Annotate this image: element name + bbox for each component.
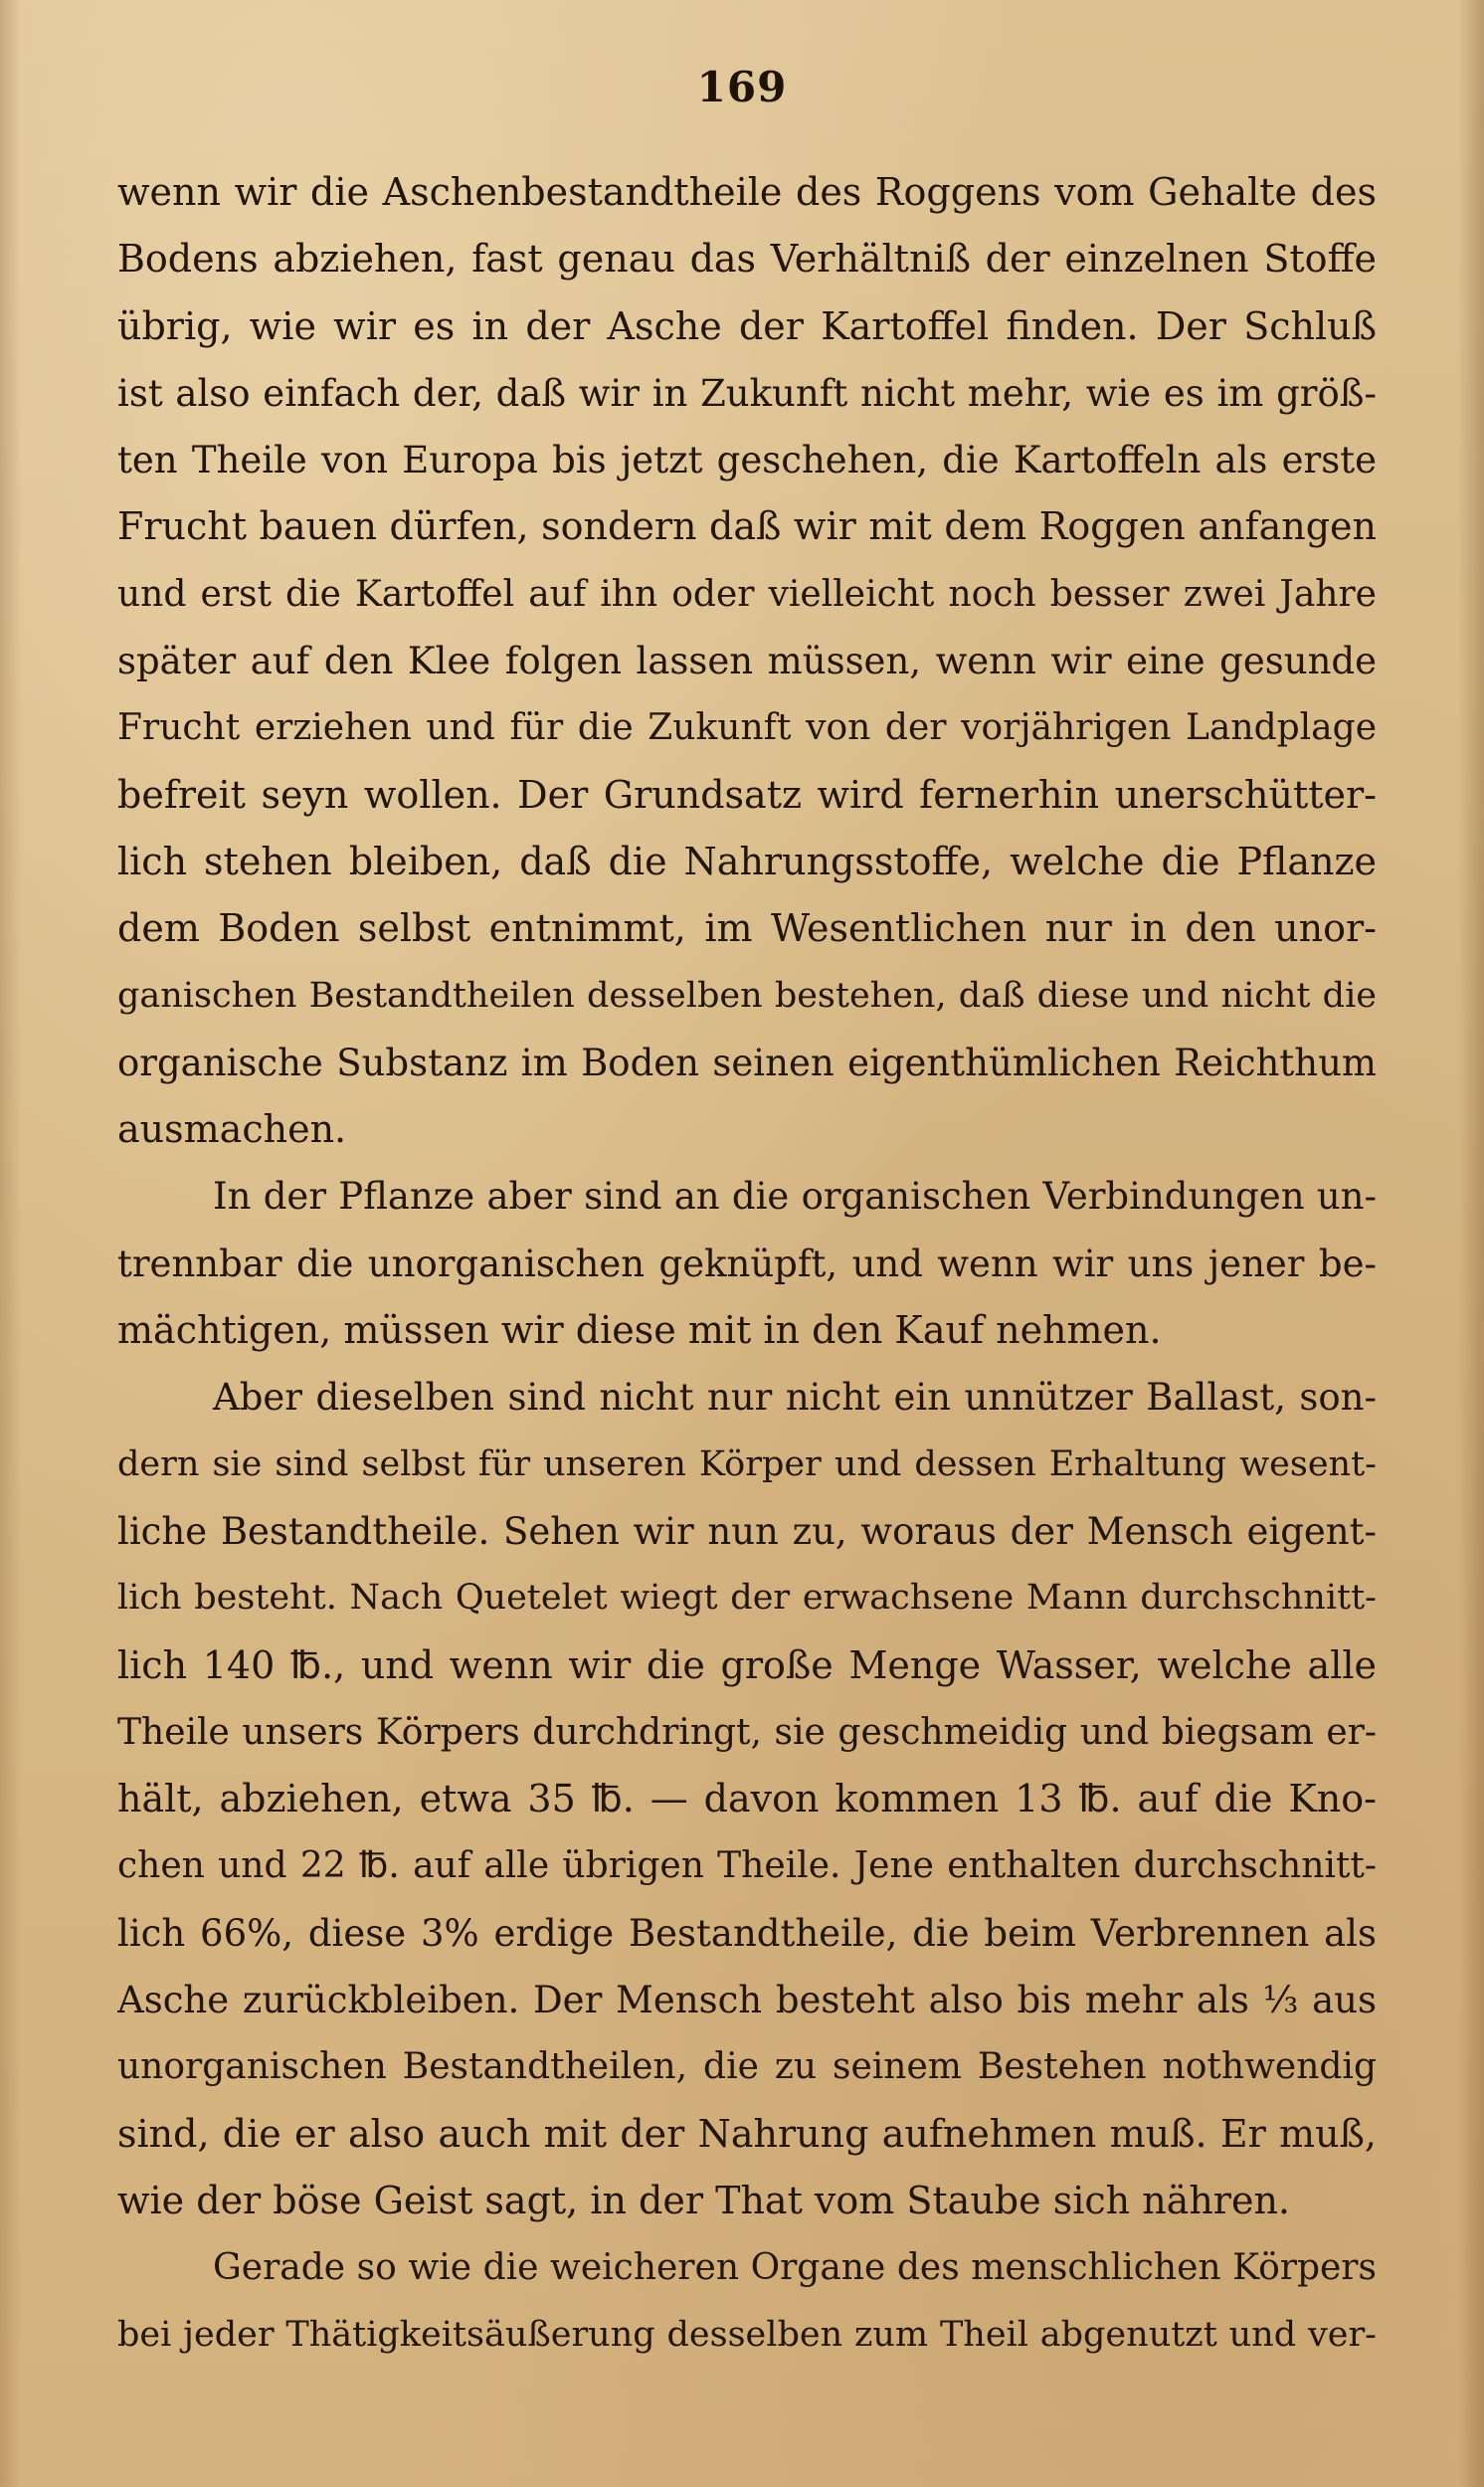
text-line: chen und 22 ℔. auf alle übrigen Theile. Jene enthalten durchschnitt- [117, 1845, 1377, 1887]
text-line: lich 140 ℔., und wenn wir die große Menge Wasser, welche alle [117, 1642, 1377, 1687]
text-line: ten Theile von Europa bis jetzt geschehen, die Kartoffeln als erste [117, 439, 1377, 482]
text-line: trennbar die unorganischen geknüpft, und wenn wir uns jener be- [117, 1242, 1377, 1285]
text-line: bei jeder Thätigkeitsäußerung desselben zum Theil abgenutzt und ver- [117, 2314, 1377, 2355]
text-line: Bodens abziehen, fast genau das Verhältniß der einzelnen Stoffe [117, 237, 1377, 282]
text-line: Theile unsers Körpers durchdringt, sie geschmeidig und biegsam er- [117, 1711, 1377, 1753]
text-line: ausmachen. [117, 1107, 347, 1152]
text-line: In der Pflanze aber sind an die organischen Verbindungen un- [213, 1175, 1377, 1219]
text-line: dem Boden selbst entnimmt, im Wesentlichen nur in den unor- [117, 906, 1377, 951]
text-line: Gerade so wie die weicheren Organe des menschlichen Körpers [213, 2247, 1377, 2289]
text-line: unorganischen Bestandtheilen, die zu seinem Bestehen nothwendig [117, 2046, 1377, 2088]
text-line: Asche zurückbleiben. Der Mensch besteht also bis mehr als ⅓ aus [117, 1979, 1377, 2022]
text-line: sind, die er also auch mit der Nahrung aufnehmen muß. Er muß, [117, 2111, 1377, 2156]
text-line: lich besteht. Nach Quetelet wiegt der erwachsene Mann durchschnitt- [117, 1578, 1377, 1619]
text-line: Frucht bauen dürfen, sondern daß wir mit dem Roggen anfangen [117, 504, 1377, 549]
text-line: später auf den Klee folgen lassen müssen, wenn wir eine gesunde [117, 640, 1377, 683]
text-line: hält, abziehen, etwa 35 ℔. — davon kommen 13 ℔. auf die Kno- [117, 1777, 1377, 1821]
text-line: lich 66%, diese 3% erdige Bestandtheile, die beim Verbrennen als [117, 1911, 1377, 1955]
text-line: übrig, wie wir es in der Asche der Kartoffel finden. Der Schluß [117, 303, 1377, 348]
text-line: wenn wir die Aschenbestandtheile des Roggens vom Gehalte des [117, 170, 1377, 214]
page-edge-shadow-right [1458, 0, 1484, 2487]
text-line: und erst die Kartoffel auf ihn oder vielleicht noch besser zwei Jahre [117, 573, 1377, 615]
text-line: dern sie sind selbst für unseren Körper und dessen Erhaltung wesent- [117, 1443, 1377, 1484]
text-line: liche Bestandtheile. Sehen wir nun zu, woraus der Mensch eigent- [117, 1509, 1377, 1553]
text-line: mächtigen, müssen wir diese mit in den Kauf nehmen. [117, 1308, 1162, 1353]
text-line: wie der böse Geist sagt, in der That vom Staube sich nähren. [117, 2178, 1291, 2222]
text-line: ganischen Bestandtheilen desselben bestehen, daß diese und nicht die [117, 975, 1377, 1016]
text-line: Frucht erziehen und für die Zukunft von der vorjährigen Landplage [117, 707, 1377, 749]
text-line: organische Substanz im Boden seinen eigenthümlichen Reichthum [117, 1041, 1377, 1084]
page-edge-shadow-left [0, 0, 22, 2487]
text-line: Aber dieselben sind nicht nur nicht ein unnützer Ballast, son- [213, 1376, 1377, 1420]
body-text [117, 159, 1377, 2369]
text-line: befreit seyn wollen. Der Grundsatz wird fernerhin unerschütter- [117, 772, 1377, 817]
text-line: ist also einfach der, daß wir in Zukunft nicht mehr, wie es im größ- [117, 371, 1377, 415]
page-number: 169 [696, 63, 788, 111]
text-line: lich stehen bleiben, daß die Nahrungsstoffe, welche die Pflanze [117, 839, 1377, 883]
